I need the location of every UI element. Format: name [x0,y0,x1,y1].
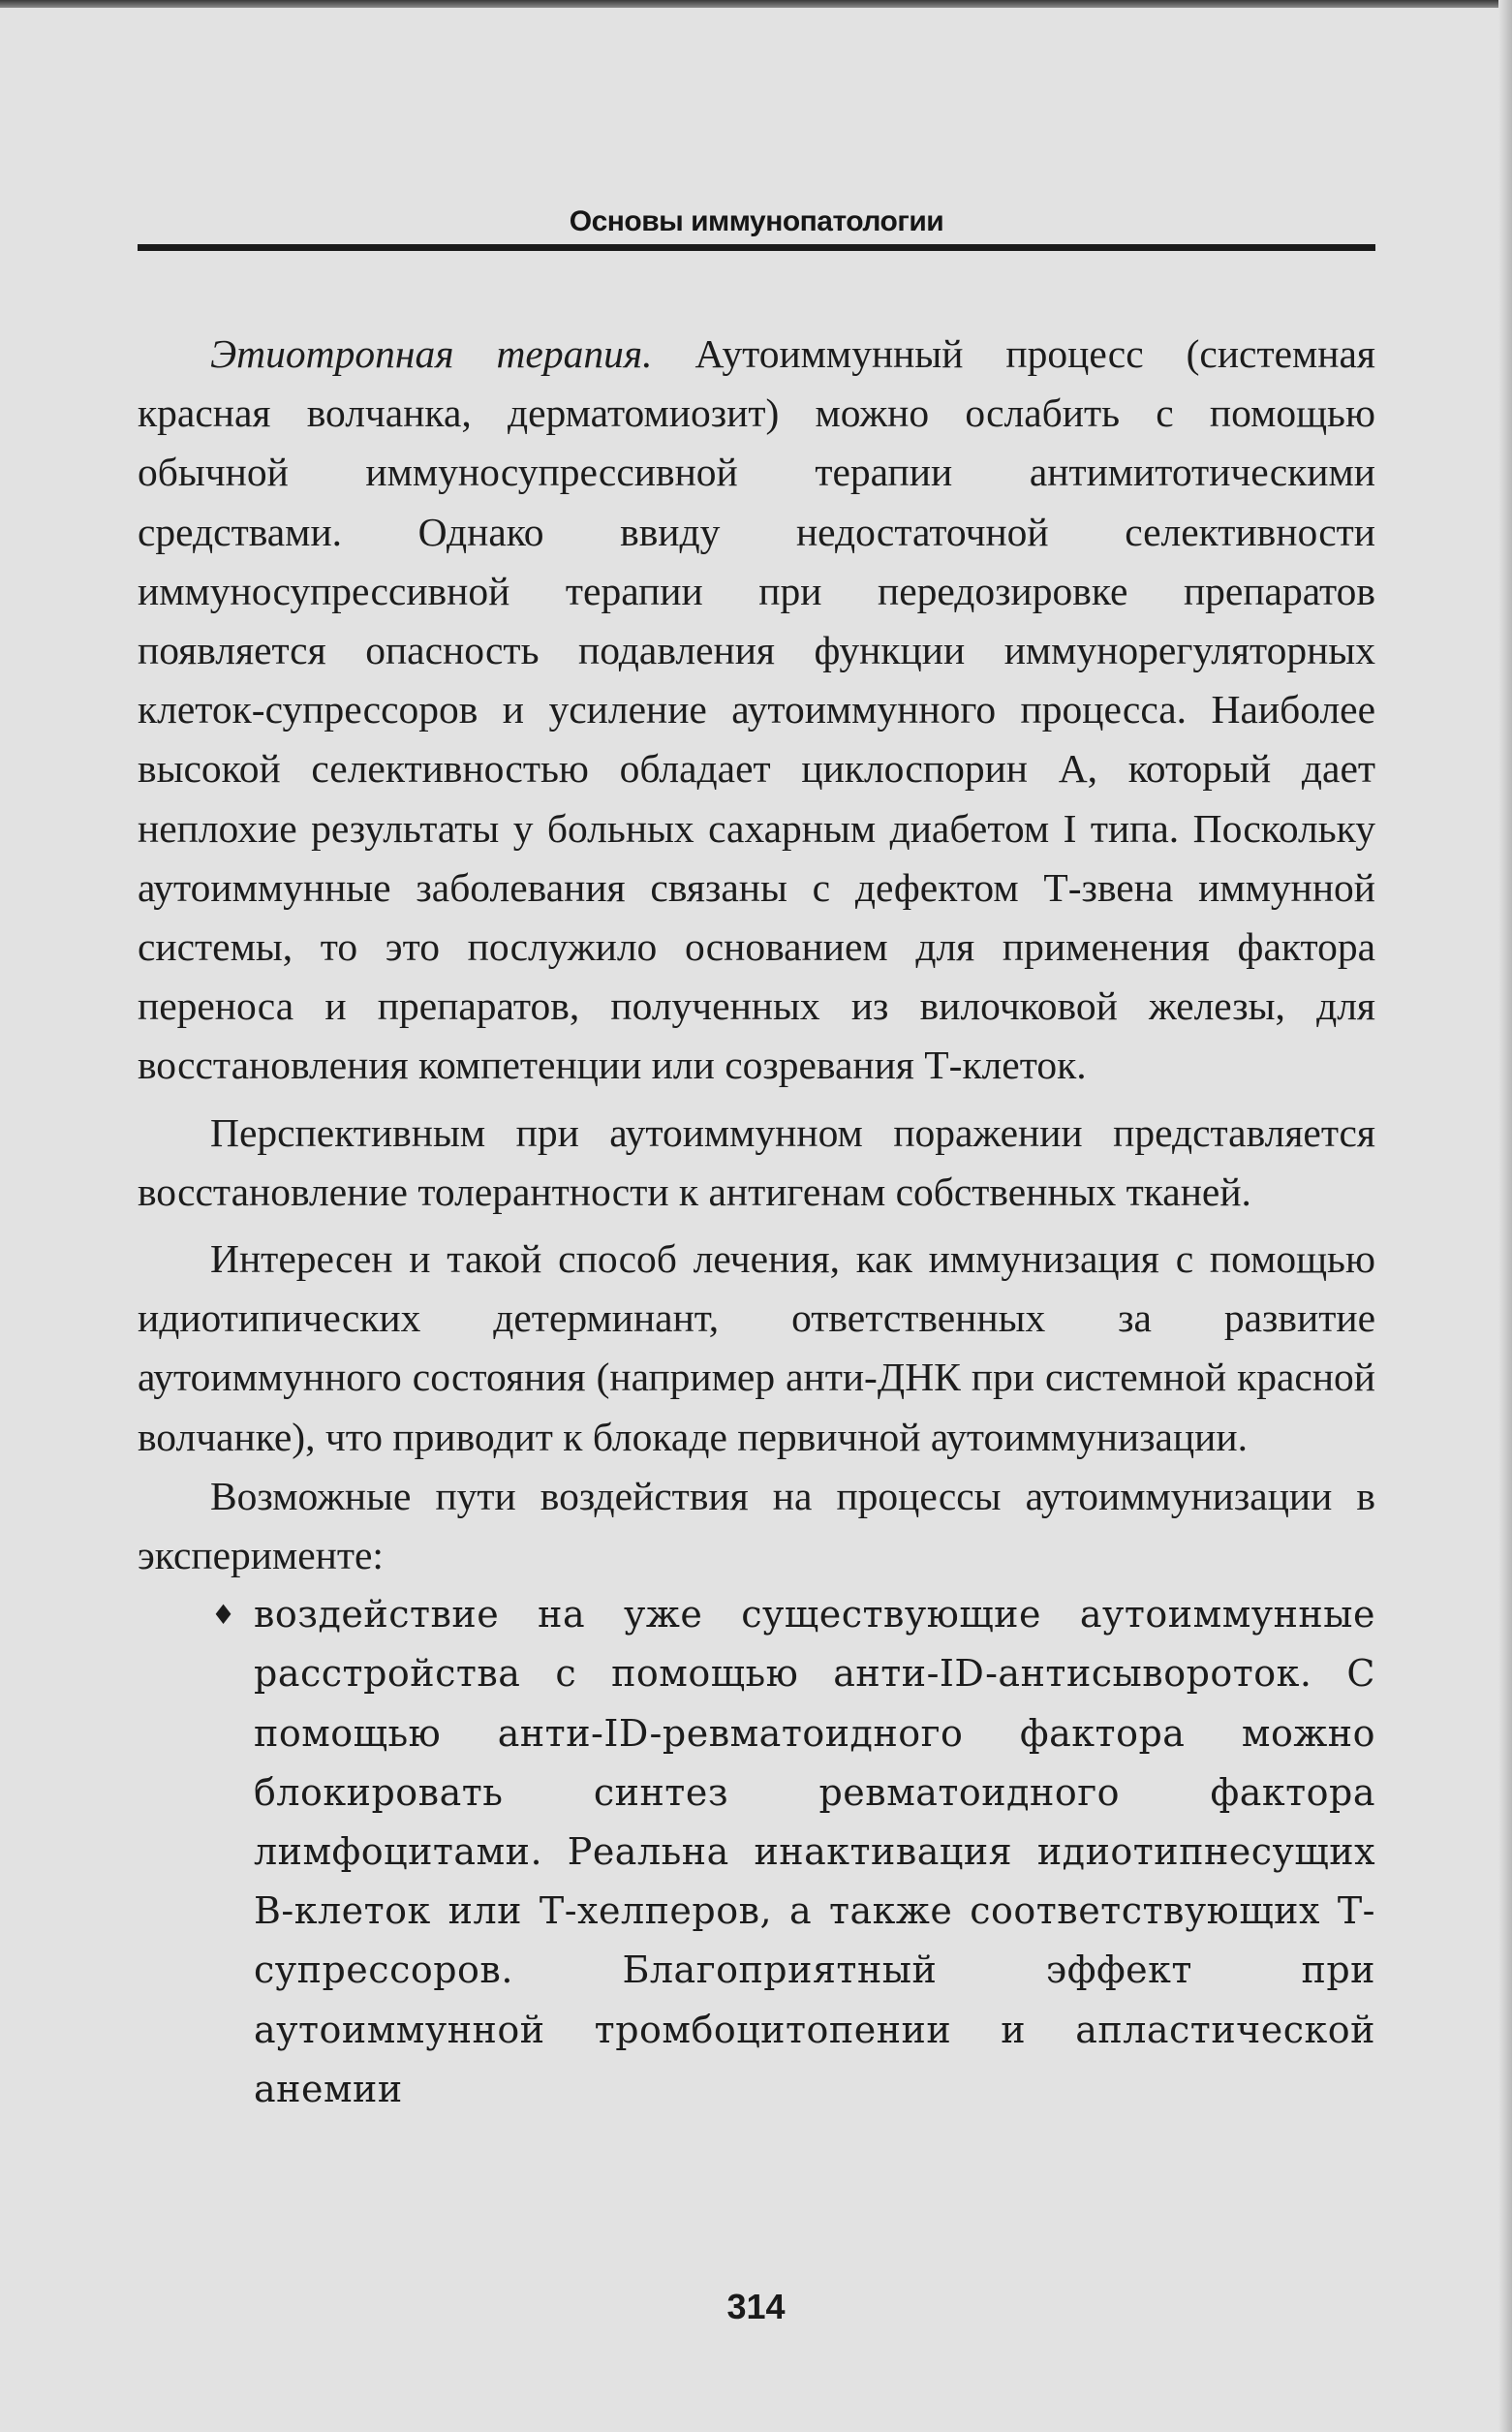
page-right-shadow [1498,0,1512,2432]
paragraph-possible-ways: Возможные пути воздействия на процессы аутоиммунизации в эксперименте: [138,1473,1375,1578]
paragraph-etiotropic-therapy [138,325,1375,1096]
page-number: 314 [726,2287,786,2326]
paragraph-text: Аутоиммунный процесс (системная красная волчанка, дерматомиозит) можно ослабить с помощью обычной иммуносупрессивной терапии антимитотическими средствами. Однако ввиду недостаточной селективности иммуносупрессивной терапии при передозировке препаратов появляется опасность подавления функции иммунорегуляторных клеток-супрессоров и усиление аутоиммунного процесса. Наиболее высокой селективностью обладает циклоспорин А, который дает неплохие результаты у больных сахарным диабетом I типа. Поскольку аутоиммунные заболевания связаны с дефектом Т-звена иммунной системы, то это послужило основанием для применения фактора переноса и препаратов, полученных из вилочковой железы, для восстановления компетенции или созревания Т-клеток. [138,331,1375,1088]
paragraph-perspective: Перспективным при аутоиммунном поражении представляется восстановление толерантности к антигенам собственных тканей. [138,1109,1375,1214]
header-rule [138,244,1375,251]
diamond-bullet-icon: ♦ [211,1599,236,1632]
paragraph-idiotypic-immunization: Интересен и такой способ лечения, как иммунизация с помощью идиотипических детерминант, ответственных за развитие аутоиммунного состояния (например анти-ДНК при системной красной волчанке), что приводит к блокаде первичной аутоиммунизации. [138,1236,1375,1459]
page-top-shadow [0,0,1512,8]
bullet-list [138,1585,1375,2119]
page-body [138,325,1375,2119]
running-title: Основы иммунопатологии [569,205,944,237]
paragraph-lead-italic: Этиотропная терапия. [210,331,653,376]
list-item [138,1585,1375,2119]
list-item-text: воздействие на уже существующие аутоиммунные расстройства с помощью анти-ID-антисывороток. С помощью анти-ID-ревматоидного фактора можно блокировать синтез ревматоидного фактора лимфоцитами. Реальна инактивация идиотипнесущих В-клеток или Т-хелперов, а также соответствующих Т-супрессоров. Благоприятный эффект при аутоиммунной тромбоцитопении и апластической анемии [254,1593,1375,2110]
